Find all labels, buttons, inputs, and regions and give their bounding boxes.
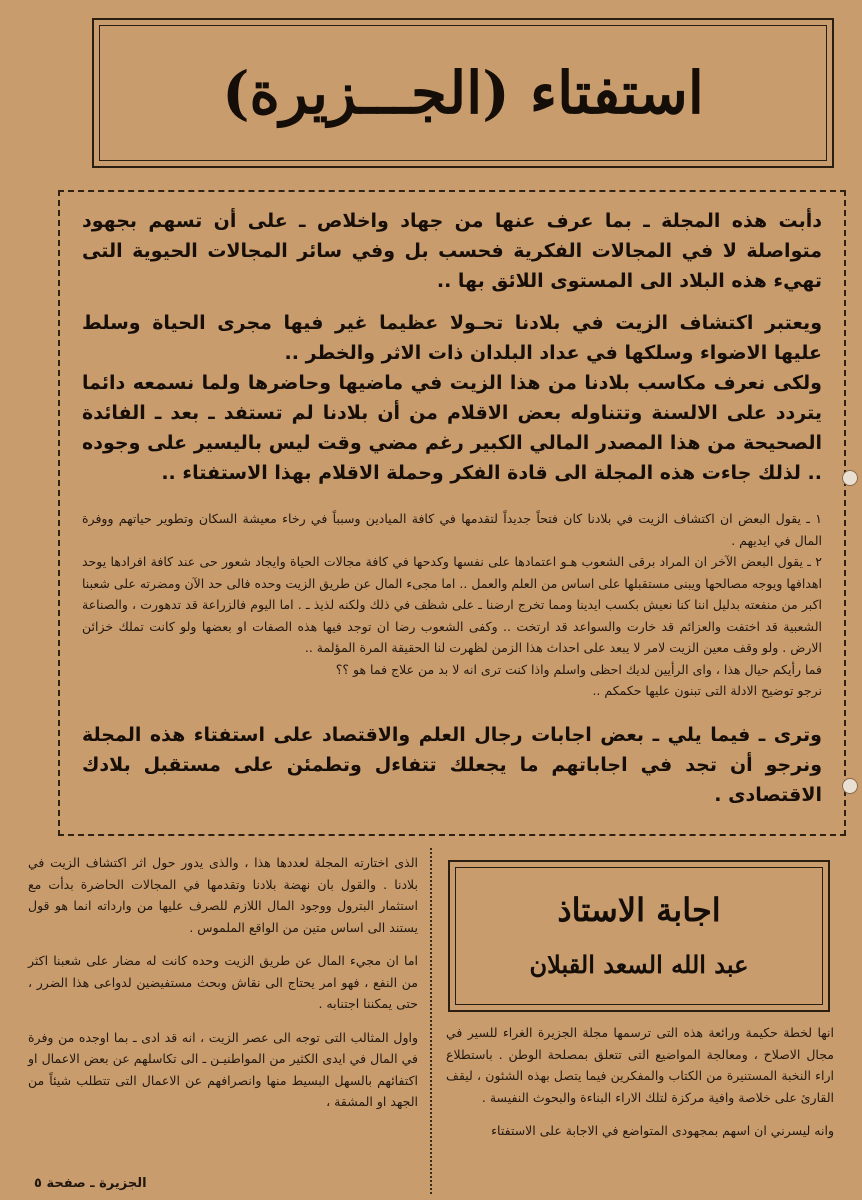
intro-closing: وترى ـ فيما يلي ـ بعض اجابات رجال العلم والاقتصاد على استفتاء هذه المجلة ونرجو أن تجد في اجاباتهم ما يجعلك تتفاءل وتطمئن على مستقبل بلادك الاقتصادى . — [82, 723, 822, 806]
left-column — [28, 852, 418, 1125]
intro-paragraph: دأبت هذه المجلة ـ بما عرف عنها من جهاد واخلاص ـ على أن تسهم بجهود متواصلة لا في المجالات الفكرية فحسب بل وفي سائر المجالات الحيوية التى تهيء هذه البلاد الى المستوى اللائق بها .. — [82, 210, 822, 292]
question-item: نرجو توضيح الادلة التى تبنون عليها حكمكم .. — [592, 683, 822, 698]
page-footer: الجزيرة ـ صفحة ٥ — [34, 1176, 147, 1191]
author-name: عبد الله السعد القبلان — [529, 950, 749, 979]
questions-list — [82, 508, 822, 702]
article-paragraph: اما ان مجيء المال عن طريق الزيت وحده كانت له مضار على شعبنا اكثر من النفع ، فهو امر يحتاج الى نقاش وبحث مستفيضين لدواعى هذا الضرر ، حتى يمكننا اجتنابه . — [28, 953, 418, 1011]
intro-paragraph: ولكى نعرف مكاسب بلادنا من هذا الزيت في ماضيها وحاضرها ولما نسمعه دائما يتردد على الالسنة وتتناوله بعض الاقلام من أن بلادنا لم تستفد ـ بعد ـ الفائدة الصحيحة من هذا المصدر المالي الكبير رغم مضي وقت ليس باليسير على وجوده .. لذلك جاءت هذه المجلة الى قادة الفكر وحملة الاقلام بهذا الاستفتاء .. — [82, 372, 822, 484]
column-divider — [430, 848, 432, 1194]
page-title: استفتاء (الجـــزيرة) — [222, 59, 704, 127]
article-paragraph: الذى اختارته المجلة لعددها هذا ، والذى يدور حول اثر اكتشاف الزيت في بلادنا . والقول بان نهضة بلادنا وتقدمها في المجالات الحاضرة بدأت مع استثمار البترول ووجود المال اللازم للصرف عليها من وارداته انما هو قول يستند الى اساس متين من الواقع الملموس . — [28, 855, 418, 935]
answer-heading-frame — [448, 860, 830, 1012]
article-paragraph: انها لخطة حكيمة ورائعة هذه التى ترسمها مجلة الجزيرة الغراء للسير في مجال الاصلاح ، ومعالجة المواضيع التى تتعلق بمصلحة الوطن . باستطلاع اراء النخبة المستنيرة من الكتاب والمفكرين فيما يتصل بهذه الشئون ، ليقف القارئ على خلاصة وافية مركزة لتلك الاراء البناءة والبحوث النفيسة . — [446, 1025, 834, 1105]
title-frame — [92, 18, 834, 168]
intro-paragraph: ويعتبر اكتشاف الزيت في بلادنا تحـولا عظيما غير فيها مجرى الحياة وسلط عليها الاضواء وسلكها في عداد البلدان ذات الاثر والخطر .. — [82, 312, 822, 364]
answer-heading: اجابة الاستاذ — [557, 891, 721, 929]
article-paragraph: وانه ليسرني ان اسهم بمجهودى المتواضع في الاجابة على الاستفتاء — [491, 1123, 834, 1138]
right-column — [446, 1022, 834, 1154]
article-paragraph: واول المثالب التى توجه الى عصر الزيت ، انه قد ادى ـ بما اوجده من وفرة في المال في ايدى الكثير من المواطنيـن ـ الى تكاسلهم عن بعض الاعمال او اكتفائهم بالسهل البسيط منها وانصرافهم عن الاعمال التى تتطلب شيئاً من الجهد او المشقة ، — [28, 1029, 418, 1109]
question-item: فما رأيكم حيال هذا ، واى الرأيين لديك احظى واسلم واذا كنت ترى انه لا بد من علاج فما هو ؟؟ — [335, 661, 822, 677]
binding-hole — [842, 470, 858, 486]
question-item: ١ ـ يقول البعض ان اكتشاف الزيت في بلادنا كان فتحاً جديداً لتقدمها في كافة الميادين وسبباً في رخاء معيشة السكان وتطوير حياتهم ووفرة المال في ايديهم . — [82, 511, 822, 548]
question-item: ٢ ـ يقول البعض الآخر ان المراد برقى الشعوب هـو اعتمادها على نفسها وكدحها في كافة مجالات الحياة وايجاد شعور حى عند كافة افرادها يوحد اهدافها ويوجه مصالحها ويبنى مستقبلها على اساس من العلم والعمل .. اما مجىء المال عن طريق الزيت وحده فالى حد الآن ومضرته على شعبنا اكبر من منفعته بدليل اننا كنا نعيش بكسب ايدينا ومما تخرج ارضنا ـ على شظف في ذلك ولكنه لذيذ ـ . اما اليوم فالزراعة قد تدهورت ، والصناعة الشعبية قد اختفت والعزائم قد خارت والسواعد قد ارتخت .. وكفى الشعوب رضا ان توجد فيها هذه الصفات او بعضها ولو كانت تملك خزائن الارض . ولو وقف معين الزيت لامر لا يبعد على احداث هذا الزمن لظهرت لنا الحقيقة المرة المؤلمة .. — [82, 554, 822, 655]
binding-hole — [842, 778, 858, 794]
intro-frame — [58, 190, 846, 836]
